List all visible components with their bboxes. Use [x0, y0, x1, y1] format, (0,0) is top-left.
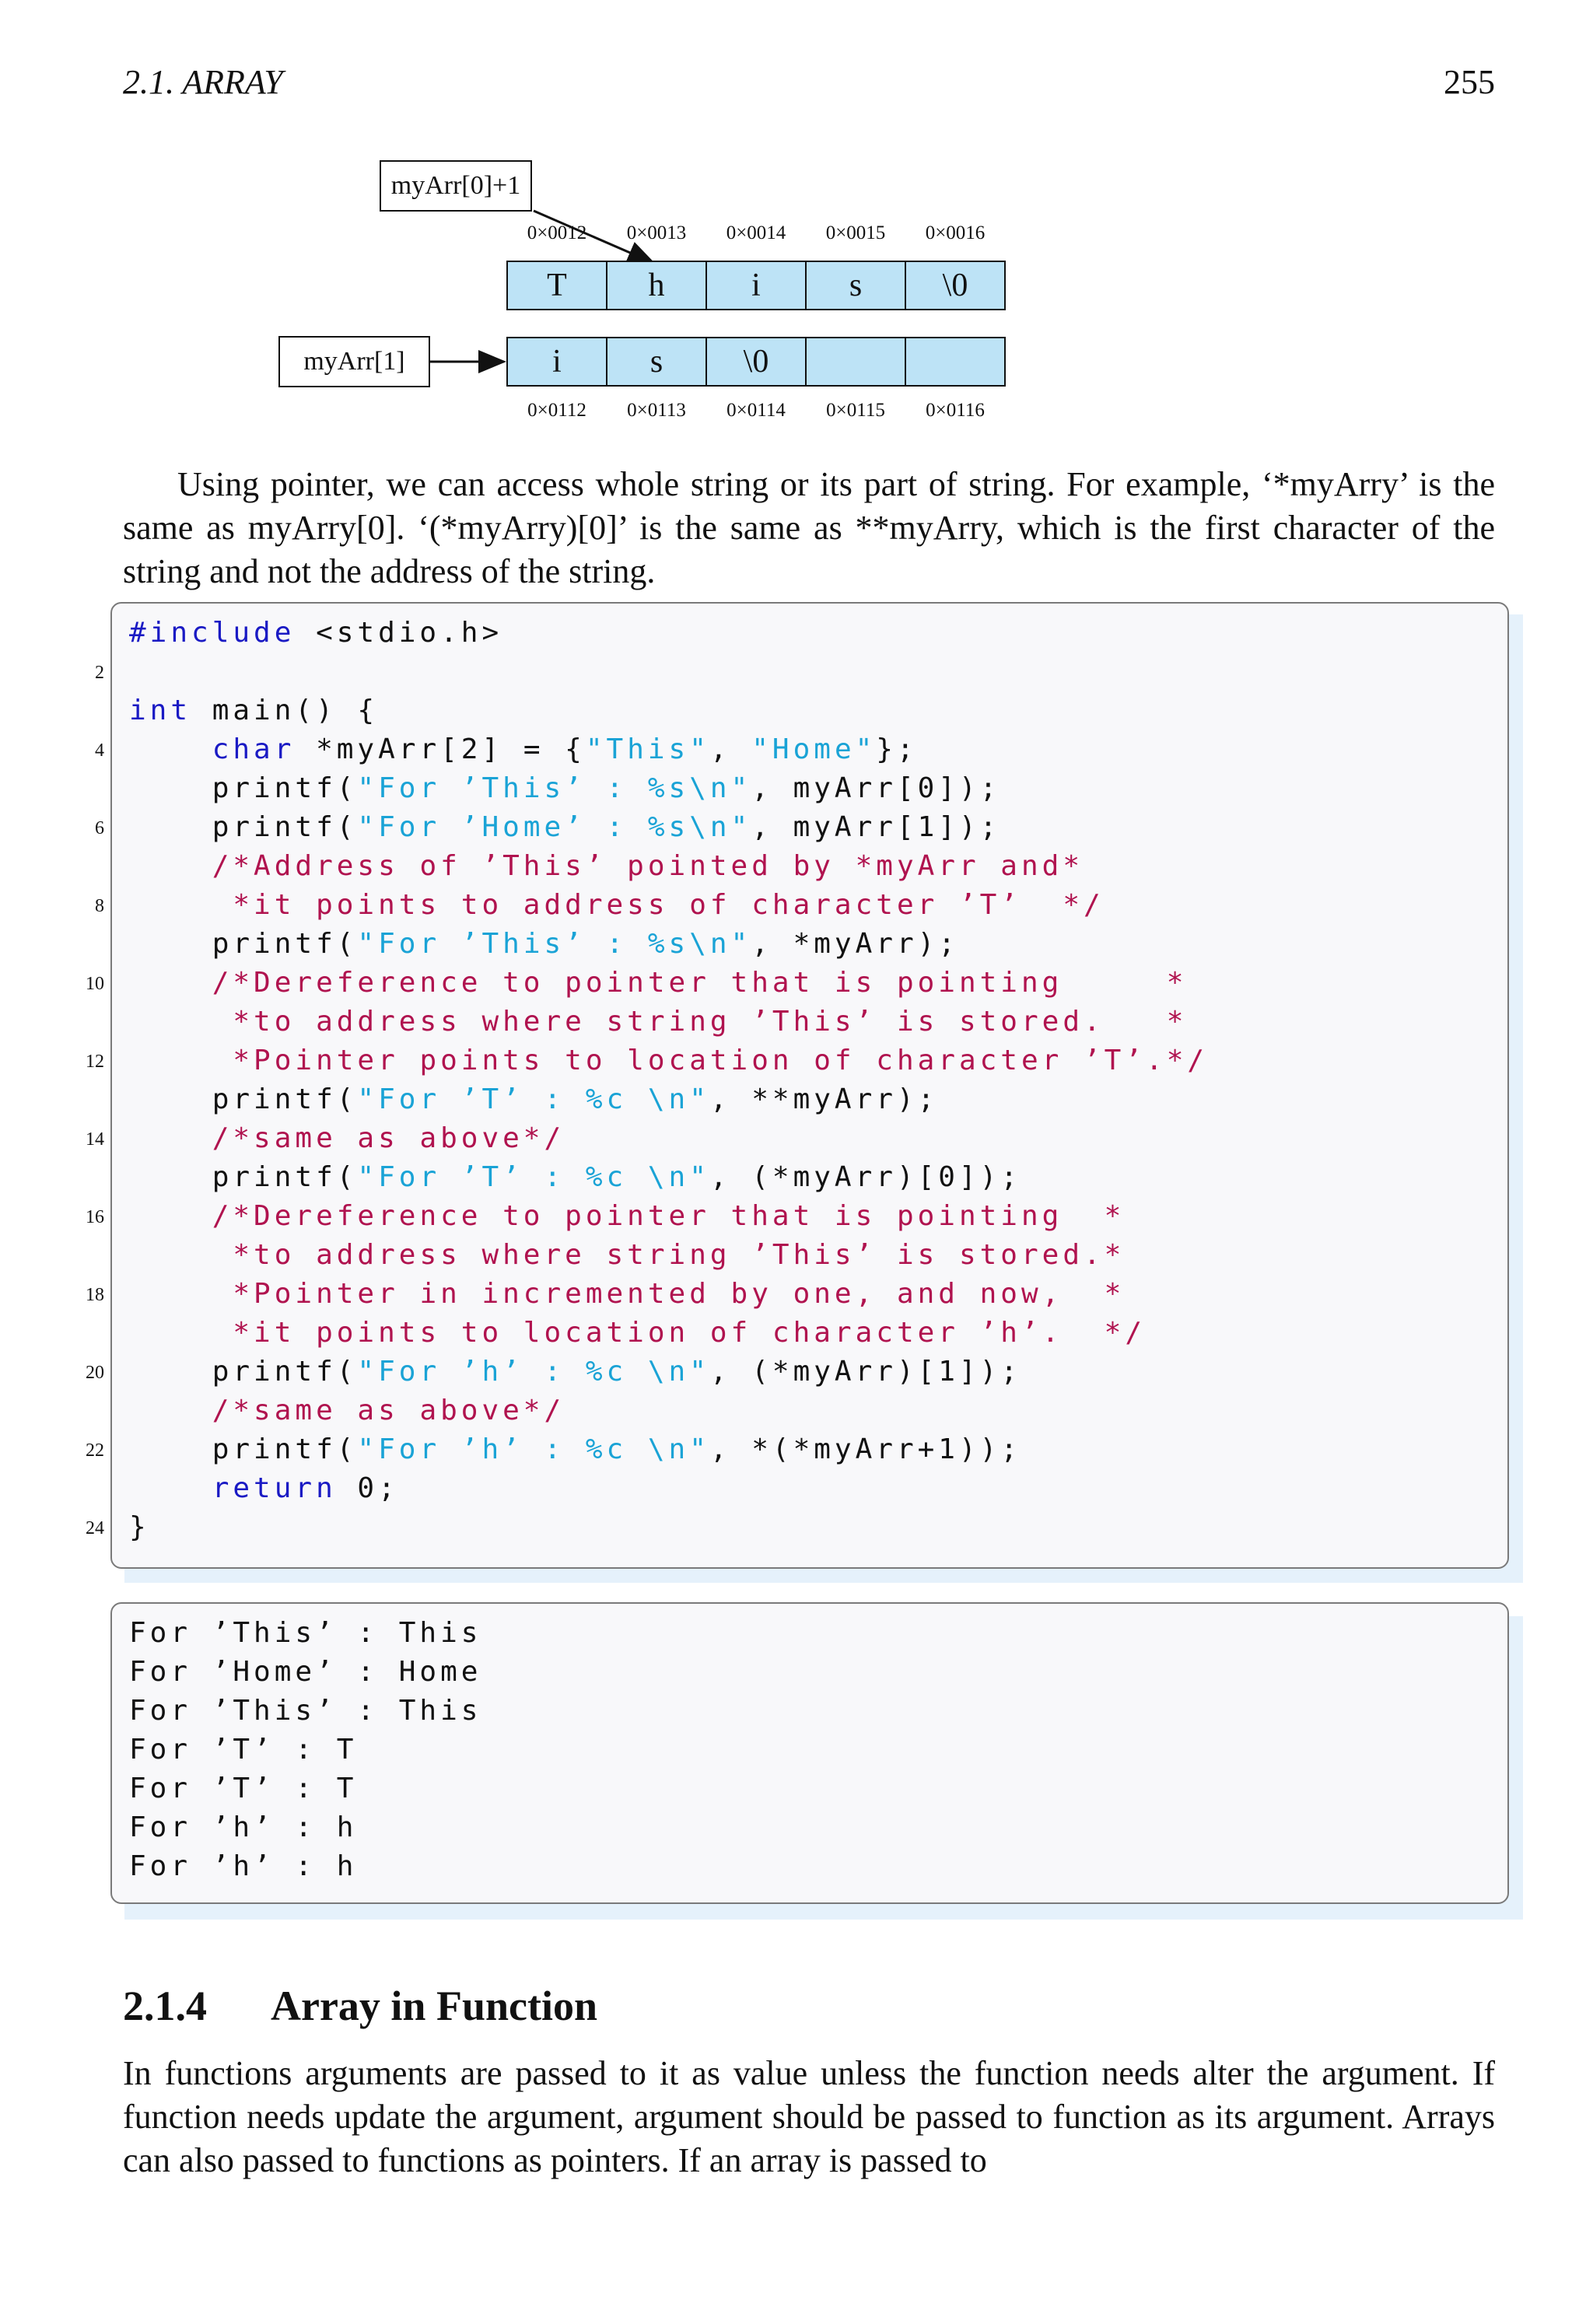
code-comment: *Pointer points to location of character ’T’.*/ — [233, 1045, 1209, 1076]
line-number: 16 — [86, 1207, 104, 1227]
code-text: printf( — [129, 772, 358, 804]
output-line: For ’h’ : h — [129, 1850, 358, 1882]
array-cell: s — [805, 261, 906, 310]
code-text: , *myArr); — [751, 928, 959, 960]
paragraph-text: In functions arguments are passed to it as value unless the function needs alter the argument. If function needs update the argument, argument should be passed to function as its argument. Arrays can also passed to functions as pointers. If an array is passed to — [123, 2054, 1495, 2179]
address-label: 0×0113 — [627, 400, 686, 421]
code-text: , myArr[0]); — [751, 772, 1001, 804]
body-paragraph — [123, 2052, 1495, 2182]
code-text — [129, 1239, 233, 1271]
code-text — [129, 1200, 212, 1232]
code-line — [129, 1161, 1021, 1193]
code-text: printf( — [129, 811, 358, 843]
code-line — [129, 772, 1000, 804]
output-line: For ’Home’ : Home — [129, 1656, 482, 1688]
code-line — [129, 733, 918, 765]
code-text: printf( — [129, 1161, 358, 1193]
code-comment: *it points to address of character ’T’ */ — [233, 889, 1105, 921]
code-string: "For ’This’ : %s\n" — [357, 928, 752, 960]
pointer-label-bottom: myArr[1] — [278, 336, 430, 387]
code-text — [129, 967, 212, 999]
code-string: "For ’This’ : %s\n" — [357, 772, 752, 804]
code-string: "For ’T’ : %c \n" — [357, 1161, 710, 1193]
code-text: , (*myArr)[0]); — [709, 1161, 1021, 1193]
code-text: <stdio.h> — [295, 617, 503, 649]
array-row-this — [506, 261, 1006, 310]
address-label: 0×0015 — [825, 222, 886, 243]
output-line: For ’This’ : This — [129, 1617, 482, 1649]
line-number: 10 — [86, 974, 104, 994]
code-line — [129, 1045, 1208, 1076]
address-label: 0×0116 — [926, 400, 985, 421]
code-line — [129, 928, 959, 960]
code-keyword: return — [212, 1472, 337, 1504]
pointer-label-top: myArr[0]+1 — [380, 160, 532, 212]
code-text — [129, 1395, 212, 1426]
address-label: 0×0114 — [726, 400, 786, 421]
code-keyword: char — [212, 733, 296, 765]
code-comment: /*Dereference to pointer that is pointing * — [212, 967, 1188, 999]
code-line — [129, 967, 1187, 999]
code-text — [129, 889, 233, 921]
code-line — [129, 850, 1084, 882]
code-text: , — [709, 733, 752, 765]
code-line — [129, 1433, 1021, 1465]
code-line — [129, 1395, 565, 1426]
code-comment: /*Address of ’This’ pointed by *myArr and* — [212, 850, 1084, 882]
code-text — [129, 1317, 233, 1349]
code-line — [129, 1317, 1146, 1349]
section-heading — [123, 1982, 597, 2030]
code-line — [129, 1122, 565, 1154]
code-text: *myArr[2] = { — [295, 733, 586, 765]
output-listing — [110, 1602, 1509, 1904]
code-text — [129, 733, 212, 765]
array-cell: \0 — [905, 261, 1006, 310]
code-text — [129, 1006, 233, 1038]
array-cell — [805, 337, 906, 387]
page-number: 255 — [1444, 63, 1495, 101]
code-comment: *to address where string ’This’ is stored. * — [233, 1006, 1188, 1038]
code-comment: *it points to location of character ’h’. */ — [233, 1317, 1147, 1349]
code-comment: /*same as above*/ — [212, 1395, 565, 1426]
code-string: "Home" — [751, 733, 877, 765]
array-cell: \0 — [705, 337, 807, 387]
code-text — [129, 1122, 212, 1154]
code-comment: *Pointer in incremented by one, and now, * — [233, 1278, 1126, 1310]
line-number: 8 — [95, 896, 104, 916]
code-text: printf( — [129, 1433, 358, 1465]
output-line: For ’This’ : This — [129, 1695, 482, 1727]
code-line — [129, 811, 1000, 843]
line-number: 14 — [86, 1129, 104, 1150]
line-number: 2 — [95, 663, 104, 683]
address-label: 0×0013 — [626, 222, 687, 243]
address-label: 0×0014 — [726, 222, 786, 243]
address-label: 0×0115 — [826, 400, 885, 421]
running-header-section: 2.1. ARRAY — [123, 63, 283, 101]
code-line — [129, 1006, 1187, 1038]
code-text: printf( — [129, 1083, 358, 1115]
line-number: 6 — [95, 818, 104, 838]
code-line — [129, 1200, 1125, 1232]
code-text: 0; — [336, 1472, 399, 1504]
code-line — [129, 1239, 1125, 1271]
code-line — [129, 1511, 150, 1543]
array-cell: i — [506, 337, 607, 387]
code-text — [129, 1045, 233, 1076]
output-line: For ’h’ : h — [129, 1811, 358, 1843]
array-cell: h — [606, 261, 707, 310]
code-text: , *(*myArr+1)); — [709, 1433, 1021, 1465]
section-number: 2.1.4 — [123, 1983, 207, 2029]
line-number: 24 — [86, 1518, 104, 1538]
code-line — [129, 1278, 1125, 1310]
array-cell: T — [506, 261, 607, 310]
code-line — [129, 617, 502, 649]
code-text: }; — [876, 733, 918, 765]
code-text: , **myArr); — [709, 1083, 939, 1115]
code-text: printf( — [129, 1356, 358, 1388]
array-cell: s — [606, 337, 707, 387]
line-number: 20 — [86, 1363, 104, 1383]
array-row-home — [506, 337, 1006, 387]
code-keyword: int — [129, 695, 192, 726]
code-comment: /*same as above*/ — [212, 1122, 565, 1154]
line-number: 12 — [86, 1052, 104, 1072]
code-line — [129, 1083, 938, 1115]
array-cell — [905, 337, 1006, 387]
code-string: "For ’h’ : %c \n" — [357, 1356, 710, 1388]
code-string: "For ’T’ : %c \n" — [357, 1083, 710, 1115]
code-comment: *to address where string ’This’ is stored.* — [233, 1239, 1126, 1271]
code-text: printf( — [129, 928, 358, 960]
address-label: 0×0012 — [527, 222, 587, 243]
address-label: 0×0016 — [925, 222, 986, 243]
output-line: For ’T’ : T — [129, 1734, 358, 1766]
code-line — [129, 1472, 399, 1504]
line-number: 4 — [95, 740, 104, 761]
line-number: 18 — [86, 1285, 104, 1305]
code-text — [129, 1472, 212, 1504]
code-line — [129, 889, 1105, 921]
body-paragraph — [123, 463, 1495, 593]
code-text: } — [129, 1511, 150, 1543]
code-keyword: #include — [129, 617, 296, 649]
code-line — [129, 1356, 1021, 1388]
code-line — [129, 695, 378, 726]
code-text — [129, 1278, 233, 1310]
section-title-text: Array in Function — [271, 1983, 598, 2029]
code-string: "For ’Home’ : %s\n" — [357, 811, 752, 843]
line-number: 22 — [86, 1440, 104, 1461]
code-text: , myArr[1]); — [751, 811, 1001, 843]
code-string: "For ’h’ : %c \n" — [357, 1433, 710, 1465]
output-line: For ’T’ : T — [129, 1773, 358, 1804]
code-text: , (*myArr)[1]); — [709, 1356, 1021, 1388]
array-cell: i — [705, 261, 807, 310]
code-text — [129, 850, 212, 882]
paragraph-text: Using pointer, we can access whole string or its part of string. For example, ‘*myArry’ is the same as myArry[0]. ‘(*myArry)[0]’ is the same as **myArry, which is the first character of the string and not the address of the string. — [123, 465, 1495, 590]
address-label: 0×0112 — [527, 400, 586, 421]
code-listing — [110, 602, 1509, 1569]
code-comment: /*Dereference to pointer that is pointing * — [212, 1200, 1126, 1232]
code-string: "This" — [585, 733, 710, 765]
code-text: main() { — [191, 695, 379, 726]
